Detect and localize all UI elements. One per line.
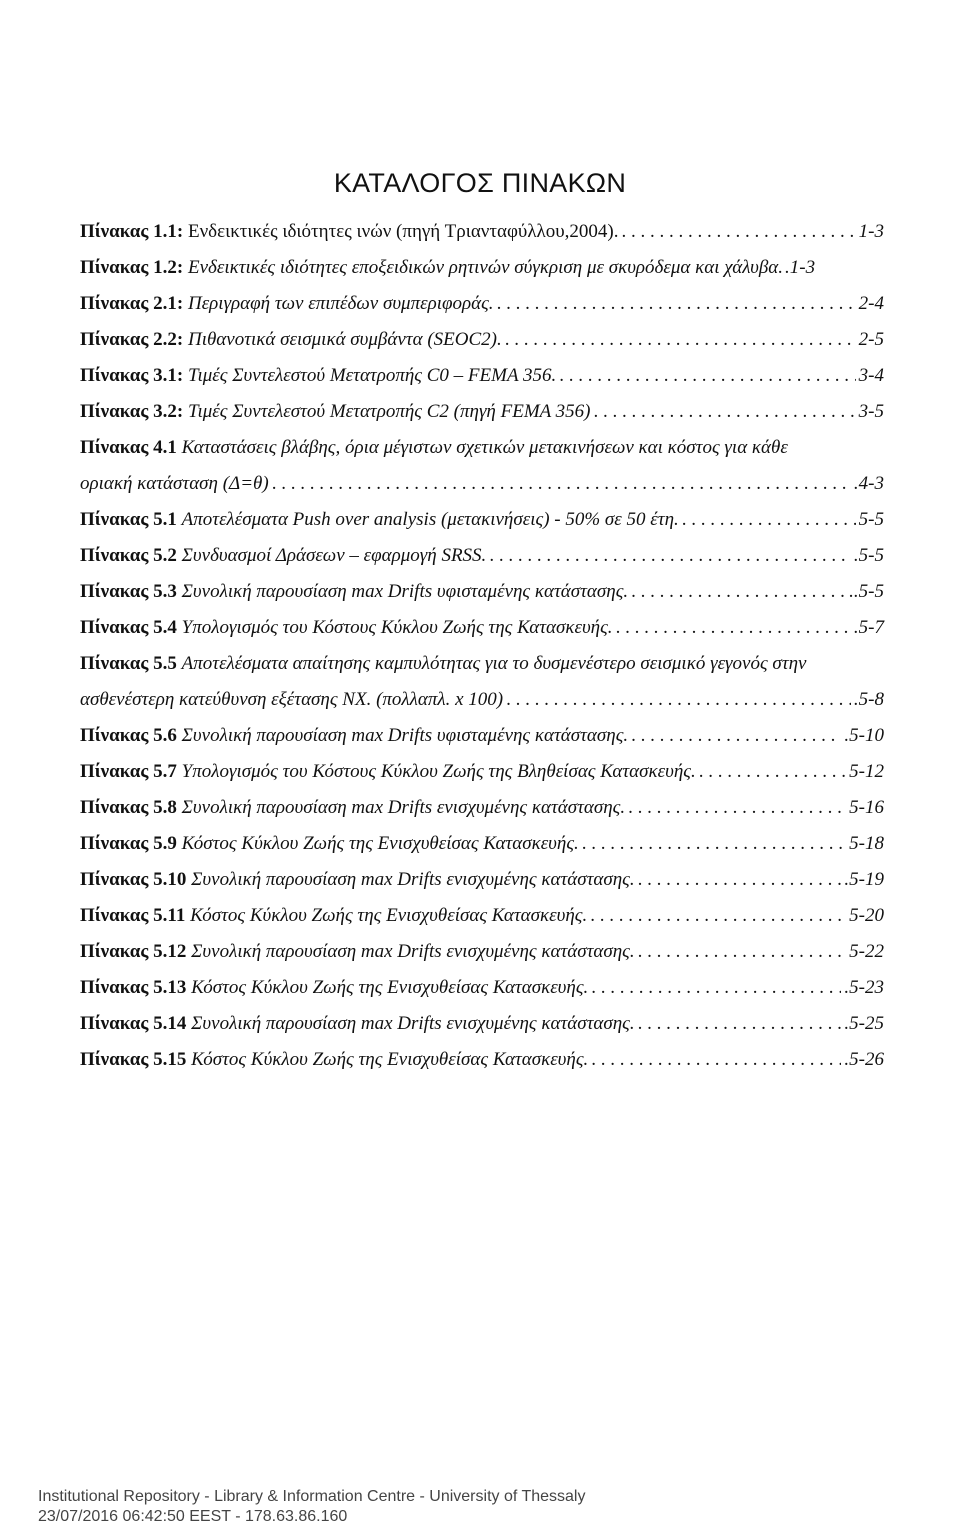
entry-text: Ενδεικτικές ιδιότητες εποξειδικών ρητινών σύγκριση με σκυρόδεμα και χάλυβα.	[187, 257, 783, 278]
entry-page: ..5-5	[849, 581, 884, 602]
entry-page: 3-5	[858, 401, 884, 422]
entry-page: 5-5	[858, 509, 884, 530]
list-item[interactable]	[80, 614, 884, 642]
entry-label: Πίνακας 5.13	[80, 977, 187, 998]
page-title: ΚΑΤΑΛΟΓΟΣ ΠΙΝΑΚΩΝ	[333, 168, 627, 199]
entry-text: Αποτελέσματα Push over analysis (μετακινήσεις) - 50% σε 50 έτη.	[181, 509, 679, 530]
entry-text: Κόστος Κύκλου Ζωής της Ενισχυθείσας Κατασκευής.	[181, 833, 579, 854]
dot-leader	[622, 218, 856, 246]
list-item[interactable]	[80, 1010, 884, 1038]
entry-text: Συνολική παρουσίαση max Drifts ενισχυμένης κατάστασης.	[191, 1013, 635, 1034]
list-item[interactable]	[80, 326, 884, 354]
entry-text: Κόστος Κύκλου Ζωής της Ενισχυθείσας Κατασκευής.	[191, 977, 589, 998]
download-timestamp: 23/07/2016 06:42:50 EEST - 178.63.86.160	[38, 1508, 348, 1525]
list-item[interactable]	[80, 362, 884, 390]
entry-text: Αποτελέσματα απαίτησης καμπυλότητας για το δυσμενέστερο σεισμικό γεγονός στην	[181, 653, 807, 674]
entry-label: Πίνακας 5.1	[80, 509, 177, 530]
dot-leader	[682, 506, 856, 534]
table-of-contents	[80, 218, 884, 1082]
entry-page: .5-23	[844, 977, 884, 998]
entry-page: 2-4	[858, 293, 884, 314]
entry-page: .5-19	[844, 869, 884, 890]
entry-page: 5-16	[849, 797, 884, 818]
entry-text: Περιγραφή των επιπέδων συμπεριφοράς.	[187, 293, 494, 314]
dot-leader	[638, 938, 847, 966]
entry-text-continued: ασθενέστερη κατεύθυνση εξέτασης ΝΧ. (πολλαπλ. x 100)	[80, 689, 504, 710]
list-item[interactable]	[80, 758, 884, 786]
list-item[interactable]	[80, 650, 884, 714]
entry-page: 5-18	[849, 833, 884, 854]
list-item[interactable]	[80, 218, 884, 246]
list-item[interactable]	[80, 938, 884, 966]
dot-leader	[559, 362, 855, 390]
entry-label: Πίνακας 5.8	[80, 797, 177, 818]
dot-leader	[631, 578, 846, 606]
dot-leader	[628, 794, 846, 822]
entry-text: Συνολική παρουσίαση max Drifts ενισχυμένης κατάστασης.	[191, 941, 635, 962]
dot-leader	[505, 326, 856, 354]
entry-label: Πίνακας 2.1:	[80, 293, 184, 314]
entry-label: Πίνακας 5.9	[80, 833, 177, 854]
entry-text: Συνδυασμοί Δράσεων – εφαρμογή SRSS.	[181, 545, 487, 566]
entry-page: 2-5	[858, 329, 884, 350]
entry-page: .5-8	[853, 689, 884, 710]
repository-footer: Institutional Repository - Library & Information Centre - University of Thessaly	[38, 1488, 586, 1505]
list-item[interactable]	[80, 974, 884, 1002]
list-item[interactable]	[80, 794, 884, 822]
entry-label: Πίνακας 5.5	[80, 653, 177, 674]
entry-text: Κόστος Κύκλου Ζωής της Ενισχυθείσας Κατασκευής.	[190, 905, 588, 926]
list-item[interactable]	[80, 866, 884, 894]
entry-label: Πίνακας 1.2:	[80, 257, 184, 278]
entry-text: Τιμές Συντελεστού Μετατροπής C2 (πηγή FEMA 356)	[187, 401, 591, 422]
dot-leader	[582, 830, 846, 858]
entry-page: .5-25	[844, 1013, 884, 1034]
entry-label: Πίνακας 1.1:	[80, 221, 184, 242]
entry-text: Συνολική παρουσίαση max Drifts υφισταμένης κατάστασης.	[181, 581, 629, 602]
entry-text: Συνολική παρουσίαση max Drifts υφισταμένης κατάστασης.	[181, 725, 629, 746]
entry-text: Υπολογισμός του Κόστους Κύκλου Ζωής της Κατασκευής.	[181, 617, 613, 638]
entry-label: Πίνακας 5.4	[80, 617, 177, 638]
entry-label: Πίνακας 5.3	[80, 581, 177, 602]
entry-label: Πίνακας 4.1	[80, 437, 177, 458]
entry-page: 1-3	[858, 221, 884, 242]
list-item[interactable]	[80, 902, 884, 930]
dot-leader	[699, 758, 846, 786]
entry-page: 3-4	[858, 365, 884, 386]
entry-page: 5-22	[849, 941, 884, 962]
entry-text: Τιμές Συντελεστού Μετατροπής C0 – FEMA 356.	[187, 365, 557, 386]
entry-text: Συνολική παρουσίαση max Drifts ενισχυμένης κατάστασης.	[191, 869, 635, 890]
list-item[interactable]	[80, 434, 884, 498]
list-item[interactable]	[80, 254, 884, 282]
entry-page: .4-3	[853, 473, 884, 494]
list-item[interactable]	[80, 1046, 884, 1074]
entry-page: 5-20	[849, 905, 884, 926]
dot-leader	[631, 722, 841, 750]
entry-page: .1-3	[785, 257, 816, 278]
list-item[interactable]	[80, 830, 884, 858]
dot-leader	[489, 542, 851, 570]
entry-page: .5-10	[844, 725, 884, 746]
entry-text: Υπολογισμός του Κόστους Κύκλου Ζωής της Βληθείσας Κατασκευής.	[181, 761, 696, 782]
entry-text: Πιθανοτικά σεισμικά συμβάντα (SEOC2).	[187, 329, 502, 350]
entry-label: Πίνακας 5.10	[80, 869, 187, 890]
entry-text-continued: οριακή κατάσταση (Δ=θ)	[80, 473, 269, 494]
dot-leader	[497, 290, 856, 318]
entry-page: .5-5	[853, 545, 884, 566]
dot-leader	[616, 614, 851, 642]
entry-text: Ενδεικτικές ιδιότητες ινών (πηγή Τριανταφύλλου,2004).	[187, 221, 619, 242]
entry-label: Πίνακας 5.11	[80, 905, 186, 926]
list-item[interactable]	[80, 398, 884, 426]
list-item[interactable]	[80, 290, 884, 318]
entry-label: Πίνακας 5.2	[80, 545, 177, 566]
dot-leader	[272, 470, 851, 498]
list-item[interactable]	[80, 542, 884, 570]
dot-leader	[590, 902, 846, 930]
entry-label: Πίνακας 3.1:	[80, 365, 184, 386]
entry-label: Πίνακας 5.14	[80, 1013, 187, 1034]
dot-leader	[506, 686, 851, 714]
entry-text: Κόστος Κύκλου Ζωής της Ενισχυθείσας Κατασκευής.	[191, 1049, 589, 1070]
dot-leader	[591, 974, 841, 1002]
entry-page: .5-7	[853, 617, 884, 638]
dot-leader	[591, 1046, 841, 1074]
dot-leader	[638, 1010, 842, 1038]
list-item[interactable]	[80, 506, 884, 534]
dot-leader	[594, 398, 856, 426]
entry-label: Πίνακας 5.7	[80, 761, 177, 782]
entry-label: Πίνακας 5.6	[80, 725, 177, 746]
entry-text: Καταστάσεις βλάβης, όρια μέγιστων σχετικών μετακινήσεων και κόστος για κάθε	[181, 437, 788, 458]
entry-page: .5-26	[844, 1049, 884, 1070]
entry-label: Πίνακας 5.12	[80, 941, 187, 962]
entry-label: Πίνακας 2.2:	[80, 329, 184, 350]
entry-label: Πίνακας 3.2:	[80, 401, 184, 422]
list-item[interactable]	[80, 722, 884, 750]
list-item[interactable]	[80, 578, 884, 606]
entry-label: Πίνακας 5.15	[80, 1049, 187, 1070]
entry-page: 5-12	[849, 761, 884, 782]
dot-leader	[638, 866, 842, 894]
entry-text: Συνολική παρουσίαση max Drifts ενισχυμένης κατάστασης.	[181, 797, 626, 818]
